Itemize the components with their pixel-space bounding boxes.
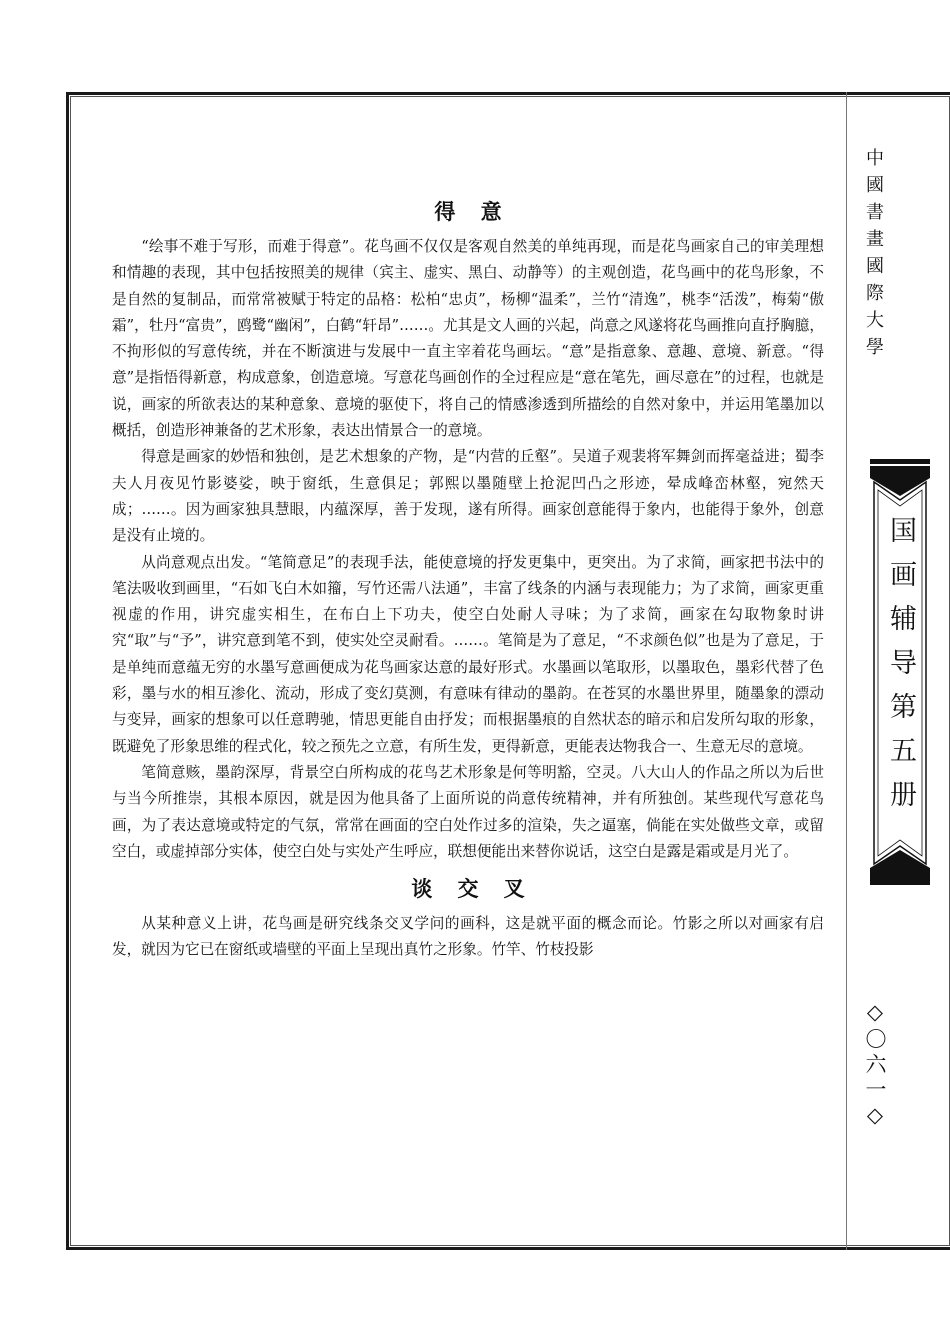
main-text bbox=[112, 192, 824, 964]
label-bottom-bar bbox=[870, 880, 930, 885]
section-title-deyi: 得意 bbox=[434, 200, 527, 224]
margin-divider bbox=[846, 92, 847, 1250]
university-name: 中國書畫國際大學 bbox=[863, 148, 884, 364]
label-top-bar bbox=[870, 459, 930, 464]
paragraph: 从某种意义上讲，花鸟画是研究线条交叉学问的画科，这是就平面的概念而论。竹影之所以对画家有启发，就因为它已在窗纸或墙壁的平面上呈现出真竹之形象。竹竿、竹枝投影 bbox=[112, 915, 824, 959]
book-title-label bbox=[870, 466, 930, 880]
paragraph: 从尚意观点出发。“笔简意足”的表现手法，能使意境的抒发更集中，更突出。为了求简，画家把书法中的笔法吸收到画里，“石如飞白木如籀，写竹还需八法通”，丰富了线条的内涵与表现能力；为了求简，画家更重视虚的作用，讲究虚实相生，在布白上下功夫，使空白处耐人寻味；为了求简，画家在勾取物象时讲究“取”与“予”，讲究意到笔不到，使实处空灵耐看。……。笔简是为了意足，“不求颜色似”也是为了意足，于是单纯而意蕴无穷的水墨写意画便成为花鸟画家达意的最好形式。水墨画以笔取形，以墨取色，墨彩代替了色彩，墨与水的相互渗化、流动，形成了变幻莫测，有意味有律动的墨韵。在苍冥的水墨世界里，随墨象的漂动与变异，画家的想象可以任意聘驰，情思更能自由抒发；而根据墨痕的自然状态的暗示和启发所勾取的形象，既避免了形象思维的程式化，较之预先之立意，有所生发，更得新意，更能表达物我合一、生意无尽的意境。 bbox=[112, 553, 824, 755]
paragraph: 笔简意赅，墨韵深厚，背景空白所构成的花鸟艺术形象是何等明豁，空灵。八大山人的作品之所以为后世与当今所推崇，其根本原因，就是因为他具备了上面所说的尚意传统精神，并有所独创。某些现代写意花鸟画，为了表达意境或特定的气氛，常常在画面的空白处作过多的渲染，失之逼塞，倘能在实处做些文章，或留空白，或虚掉部分实体，使空白处与实处产生呼应，联想便能出来替你说话，这空白是露是霜或是月光了。 bbox=[112, 763, 824, 860]
page-number: ◇〇六一◇ bbox=[863, 1000, 887, 1131]
paragraph: “绘事不难于写形，而难于得意”。花鸟画不仅仅是客观自然美的单纯再现，而是花鸟画家自己的审美理想和情趣的表现，其中包括按照美的规律（宾主、虚实、黑白、动静等）的主观创造，花鸟画中的花鸟形象，不是自然的复制品，而常常被赋于特定的品格：松柏“忠贞”，杨柳“温柔”，兰竹“清逸”，桃李“活泼”，梅菊“傲霜”，牡丹“富贵”，鸥鹭“幽闲”，白鹤“轩昂”……。尤其是文人画的兴起，尚意之风遂将花鸟画推向直抒胸臆，不拘形似的写意传统，并在不断演进与发展中一直主宰着花鸟画坛。“意”是指意象、意趣、意境、新意。“得意”是指悟得新意，构成意象，创造意境。写意花鸟画创作的全过程应是“意在笔先，画尽意在”的过程，也就是说，画家的所欲表达的某种意象、意境的驱使下，将自己的情感渗透到所描绘的自然对象中，并运用笔墨加以概括，创造形神兼备的艺术形象，表达出情景合一的意境。 bbox=[112, 238, 824, 440]
book-title: 国画辅导第五册 bbox=[885, 516, 916, 824]
section-title-tanjiaocha: 谈交叉 bbox=[411, 877, 550, 902]
paragraph: 得意是画家的妙悟和独创，是艺术想象的产物，是“内营的丘壑”。吴道子观裴将军舞剑而挥毫益进；蜀李夫人月夜见竹影婆娑，映于窗纸，生意俱足；郭熙以墨随壁上抢泥凹凸之形迹，晕成峰峦林壑，宛然天成；……。因为画家独具慧眼，内蕴深厚，善于发现，遂有所得。画家创意能得于象内，也能得于象外，创意是没有止境的。 bbox=[112, 448, 824, 545]
